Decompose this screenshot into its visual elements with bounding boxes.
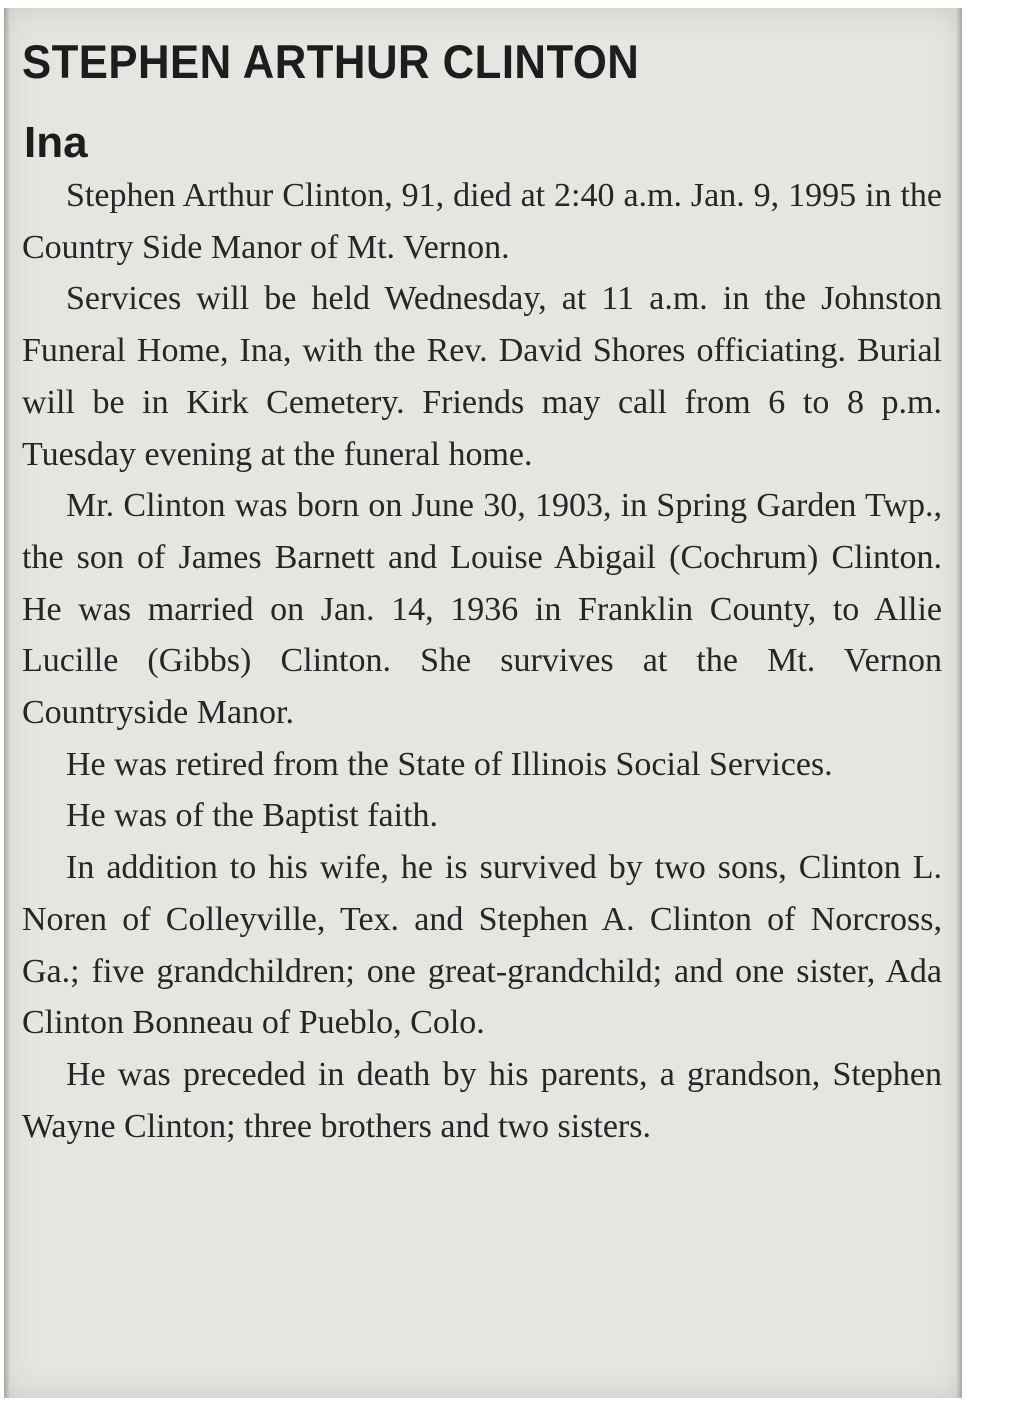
paragraph-career: He was retired from the State of Illinois Social Services. (66, 745, 833, 783)
paragraph-services: Services will be held Wednesday, at 11 a.m. in the Johnston Funeral Home, Ina, with the Rev. David Shores officiating. Burial will be in Kirk Cemetery. Friends may call from 6 to 8 p.m. Tuesday evening at the funeral home. (22, 280, 942, 473)
clipping-right-edge (956, 8, 962, 1398)
obituary-location: Ina (24, 118, 88, 167)
obituary-headline: STEPHEN ARTHUR CLINTON (22, 35, 640, 88)
newspaper-clipping (4, 8, 962, 1398)
paragraph-preceded: He was preceded in death by his parents, a grandson, Stephen Wayne Clinton; three brothers and two sisters. (22, 1055, 942, 1145)
paragraph-death-notice: Stephen Arthur Clinton, 91, died at 2:40 a.m. Jan. 9, 1995 in the Country Side Manor of Mt. Vernon. (22, 177, 942, 266)
clipping-left-edge (4, 8, 10, 1398)
paragraph-biography: Mr. Clinton was born on June 30, 1903, in Spring Garden Twp., the son of James Barnett and Louise Abigail (Cochrum) Clinton. He was married on Jan. 14, 1936 in Franklin County, to Allie Lucille (Gibbs) Clinton. She survives at the Mt. Vernon Countryside Manor. (22, 487, 942, 732)
obituary-body (22, 170, 942, 1152)
paragraph-survivors: In addition to his wife, he is survived by two sons, Clinton L. Noren of Colleyville, Tex. and Stephen A. Clinton of Norcross, Ga.; five grandchildren; one great-grandchild; and one sister, Ada Clinton Bonneau of Pueblo, Colo. (22, 849, 942, 1042)
paragraph-faith: He was of the Baptist faith. (66, 797, 439, 835)
